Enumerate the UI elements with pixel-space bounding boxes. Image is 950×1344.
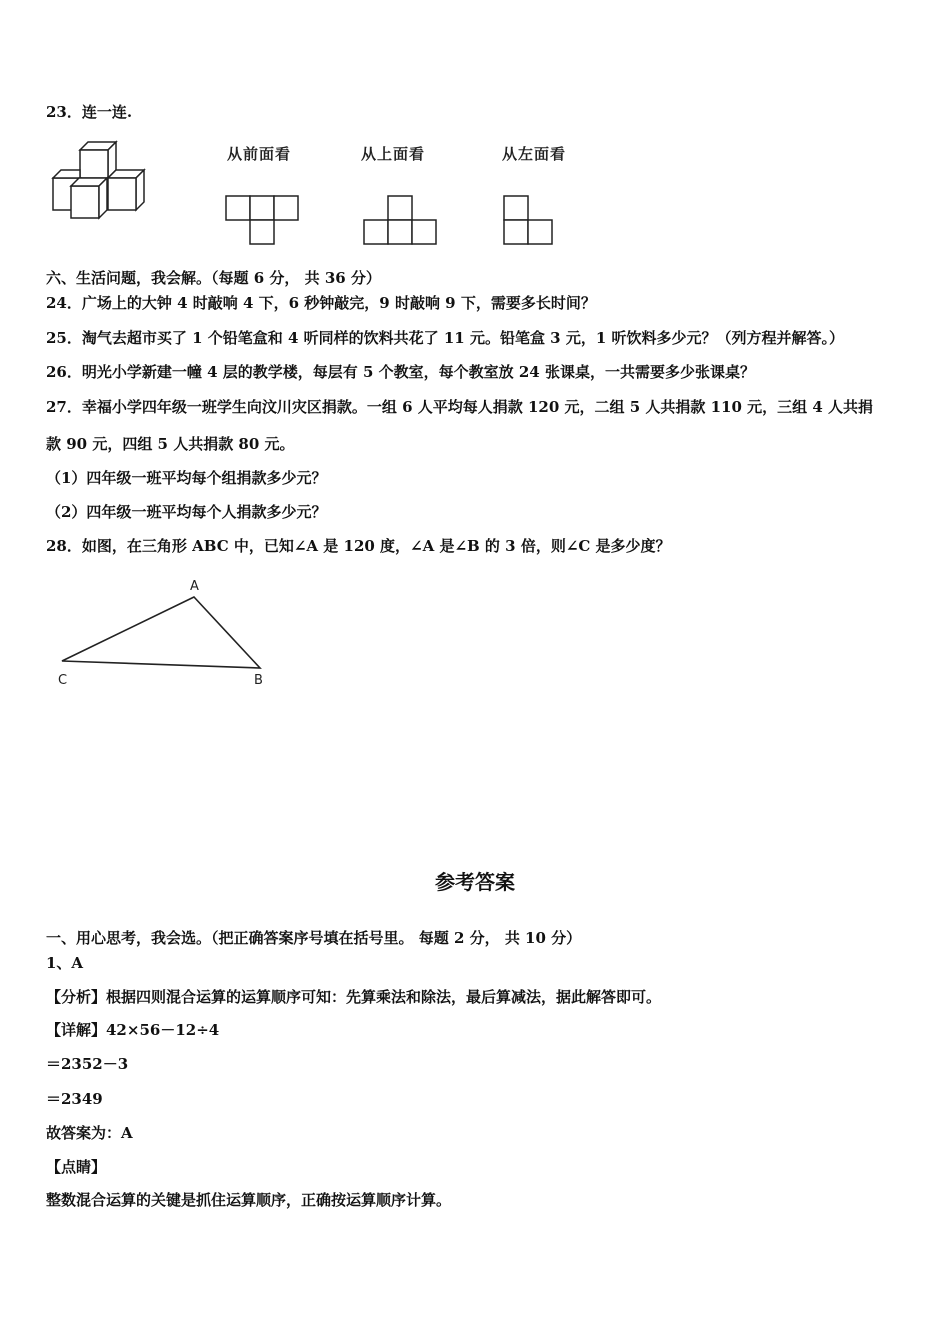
front-view-label: 从前面看 [227, 145, 292, 163]
top-cube-front [80, 150, 108, 178]
left-view-figure [500, 190, 560, 250]
right-cube-side-face [136, 170, 144, 210]
answer-conclusion: 故答案为：A [46, 1124, 133, 1142]
left-view-drawing [500, 190, 560, 250]
q25-text: 25．淘气去超市买了 1 个铅笔盒和 4 听同样的饮料共花了 11 元。铅笔盒 3 元，1 听饮料多少元？（列方程并解答。） [46, 329, 845, 347]
cube-stack-drawing [50, 140, 150, 222]
answer-step2: ＝2349 [46, 1090, 103, 1108]
front-view-figure [224, 190, 304, 250]
q27-text-line2: 款 90 元，四组 5 人共捐款 80 元。 [46, 435, 295, 453]
section6-heading: 六、生活问题，我会解。（每题 6 分， 共 36 分） [46, 269, 381, 287]
answer-detail: 【详解】42×56－12÷4 [46, 1021, 220, 1039]
answer-1: 1、A [46, 954, 84, 972]
right-cube-front [108, 178, 136, 210]
vertex-a-label: A [190, 579, 199, 594]
top-view-drawing [362, 190, 442, 250]
answer-comment-label: 【点睛】 [46, 1158, 107, 1176]
triangle-figure [52, 572, 282, 692]
q27-sub1: （1）四年级一班平均每个组捐款多少元？ [46, 469, 327, 487]
answer-analysis: 【分析】根据四则混合运算的运算顺序可知：先算乘法和除法，最后算减法，据此解答即可。 [46, 988, 662, 1006]
top-view-label: 从上面看 [361, 145, 426, 163]
vertex-b-label: B [254, 673, 263, 688]
vertex-c-label: C [58, 673, 68, 688]
q24-text: 24．广场上的大钟 4 时敲响 4 下，6 秒钟敲完，9 时敲响 9 下，需要多长时间？ [46, 294, 596, 312]
left-cube-top-face [53, 170, 80, 178]
front-cube-side-face [99, 178, 107, 218]
q26-text: 26．明光小学新建一幢 4 层的教学楼，每层有 5 个教室，每个教室放 24 张课桌，一共需要多少张课桌？ [46, 363, 755, 381]
q27-text-line1: 27．幸福小学四年级一班学生向汶川灾区捐款。一组 6 人平均每人捐款 120 元，二组 5 人共捐款 110 元，三组 4 人共捐 [46, 398, 874, 416]
q28-text: 28．如图，在三角形 ABC 中，已知∠A 是 120 度，∠A 是∠B 的 3 倍，则∠C 是多少度？ [46, 537, 671, 555]
answers-title: 参考答案 [435, 870, 515, 894]
front-cube-front [71, 186, 99, 218]
answer-comment: 整数混合运算的关键是抓住运算顺序，正确按运算顺序计算。 [46, 1191, 452, 1209]
front-view-drawing [224, 190, 304, 250]
q23-text: 23．连一连. [46, 103, 133, 121]
triangle-shape [62, 597, 260, 668]
left-view-label: 从左面看 [502, 145, 567, 163]
q27-sub2: （2）四年级一班平均每个人捐款多少元？ [46, 503, 327, 521]
answer-step1: ＝2352－3 [46, 1055, 129, 1073]
cube-stack-figure [50, 140, 150, 222]
triangle-abc [52, 572, 282, 692]
top-view-figure [362, 190, 442, 250]
answers-section1-heading: 一、用心思考，我会选。（把正确答案序号填在括号里。 每题 2 分， 共 10 分） [46, 929, 582, 947]
